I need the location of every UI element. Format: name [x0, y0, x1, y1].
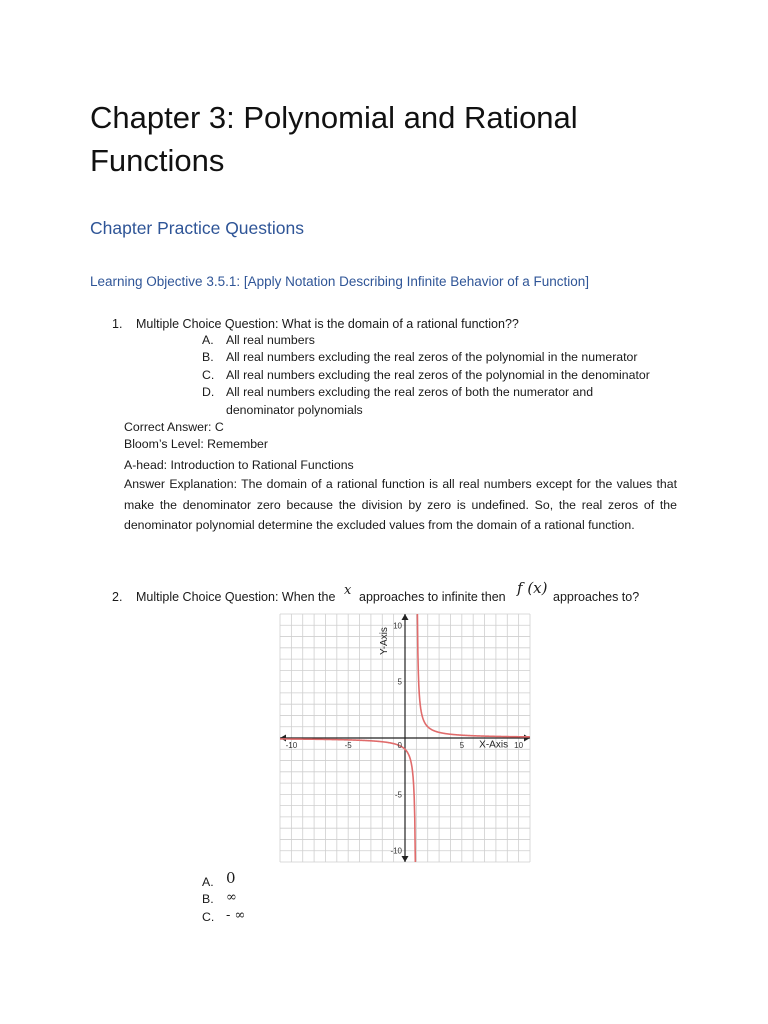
option-letter: B.: [202, 892, 214, 906]
origin-label: 0: [397, 741, 402, 750]
option-letter: B.: [202, 350, 214, 364]
question-2-text-a: Multiple Choice Question: When the: [136, 590, 336, 604]
question-1-text: Multiple Choice Question: What is the domain of a rational function??: [136, 317, 519, 331]
blooms-level: Bloom’s Level: Remember: [124, 437, 268, 451]
curve-left-branch: [280, 739, 415, 862]
option-letter: D.: [202, 385, 215, 399]
question-2-option-b: [202, 892, 237, 907]
question-1-number: 1.: [112, 317, 123, 331]
question-1-option-d: [202, 385, 593, 399]
option-text: All real numbers excluding the real zeros of the polynomial in the denominator: [226, 368, 650, 382]
option-letter: A.: [202, 333, 214, 347]
option-letter: C.: [202, 910, 215, 924]
math-f-of-x: f (x): [517, 579, 548, 597]
question-1-option-a: [202, 333, 315, 347]
a-head: A-head: Introduction to Rational Functions: [124, 458, 354, 472]
question-2-text-b: approaches to infinite then: [359, 590, 506, 604]
x-tick-label: -5: [344, 741, 352, 750]
option-letter: C.: [202, 368, 215, 382]
question-1-option-b: [202, 350, 637, 364]
rational-function-graph: [270, 604, 540, 872]
y-axis-arrow-down: [402, 856, 409, 862]
option-text: All real numbers: [226, 333, 315, 347]
x-tick-label: 10: [514, 741, 524, 750]
x-tick-label: -10: [285, 741, 298, 750]
correct-answer: Correct Answer: C: [124, 420, 224, 434]
y-axis-arrow-up: [402, 614, 409, 620]
y-tick-label: 10: [393, 621, 402, 631]
question-1-option-c: [202, 368, 650, 382]
section-title: Chapter Practice Questions: [90, 218, 304, 238]
y-tick-label: 5: [397, 677, 402, 687]
question-2-option-a: [202, 869, 236, 890]
question-2-option-c: [202, 910, 245, 925]
answer-explanation: Answer Explanation: The domain of a rational function is all real numbers except for the values that make the denominator zero because the division by zero is undefined. So, the real zeros of the denominator polynomial determine the excluded values from the domain of a rational function.: [124, 477, 677, 532]
chapter-title: Chapter 3: Polynomial and Rational Functions: [90, 100, 578, 178]
learning-objective: Learning Objective 3.5.1: [Apply Notation Describing Infinite Behavior of a Function]: [90, 274, 590, 289]
question-1-option-d-continued: denominator polynomials: [226, 403, 363, 417]
y-tick-label: -10: [390, 846, 402, 856]
option-letter: A.: [202, 875, 214, 889]
option-value: 0: [226, 869, 236, 887]
question-2-text-c: approaches to?: [553, 590, 640, 604]
math-x: x: [344, 583, 352, 598]
option-text: All real numbers excluding the real zeros of both the numerator and: [226, 385, 594, 399]
x-tick-label: 5: [459, 741, 465, 750]
option-value: - ∞: [226, 908, 246, 923]
curve-right-branch: [417, 614, 530, 737]
option-text: All real numbers excluding the real zeros of the polynomial in the numerator: [226, 350, 638, 364]
x-axis-arrow-right: [524, 735, 530, 742]
x-axis-label: X-Axis: [479, 739, 509, 751]
option-value: ∞: [226, 890, 237, 905]
y-tick-label: -5: [394, 790, 402, 800]
question-2-number: 2.: [112, 590, 123, 604]
y-axis-label: Y-Axis: [378, 627, 390, 656]
